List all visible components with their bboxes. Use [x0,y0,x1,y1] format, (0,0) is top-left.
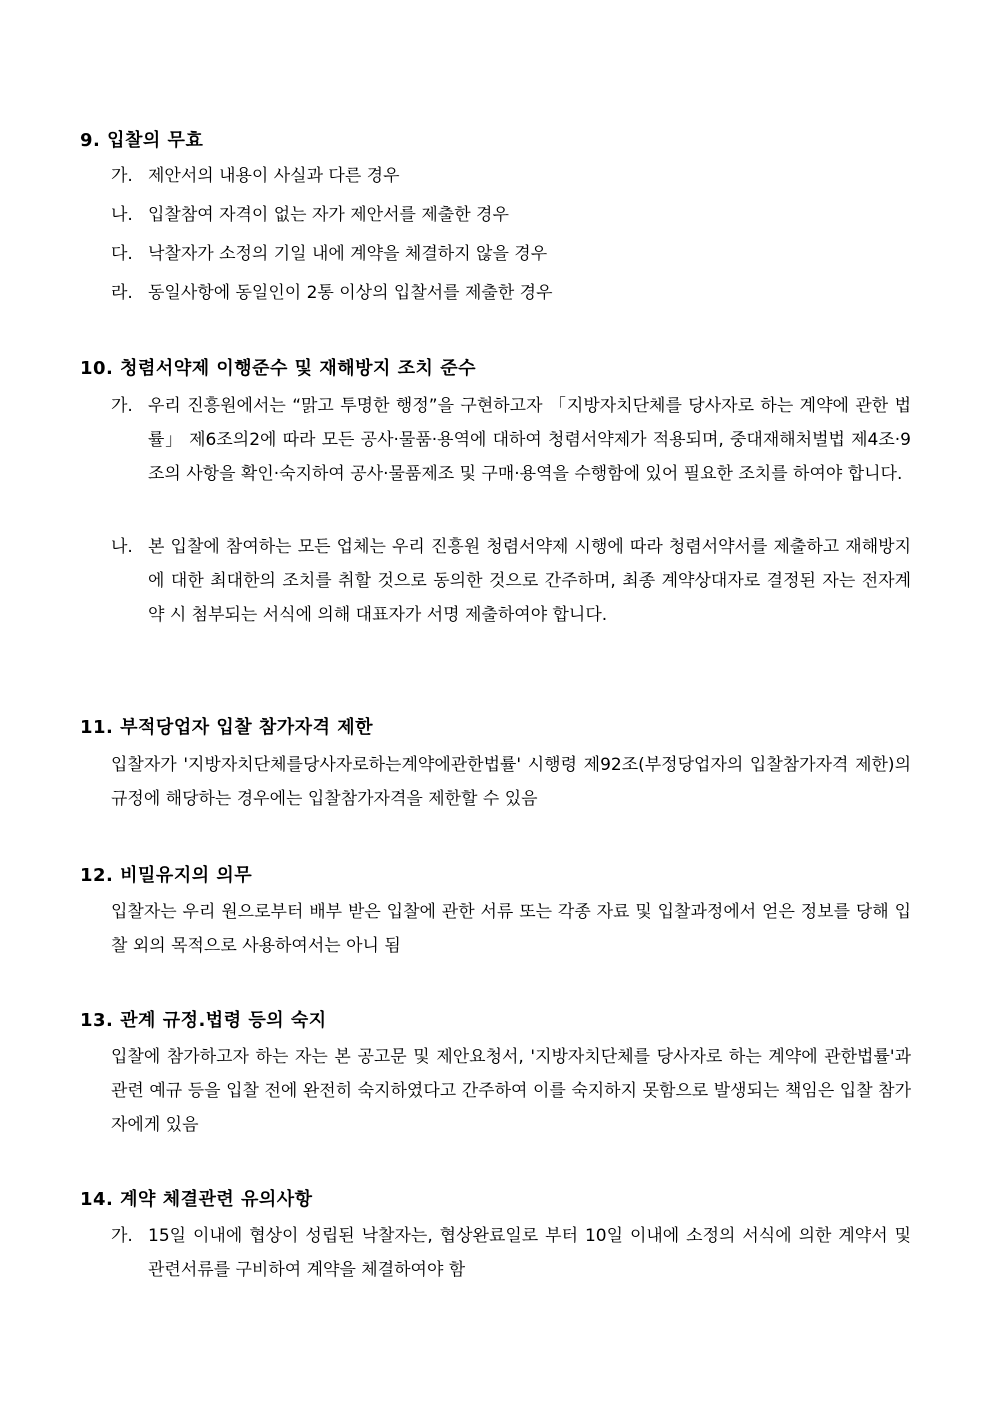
list-item [111,198,911,232]
list-item-text: 동일사항에 동일인이 2통 이상의 입찰서를 제출한 경우 [148,283,553,303]
list-item [111,276,911,310]
list-item [111,530,911,632]
list-item-text: 15일 이내에 협상이 성립된 낙찰자는, 협상완료일로 부터 10일 이내에 소정의 서식에 의한 계약서 및 관련서류를 구비하여 계약을 체결하여야 함 [148,1226,911,1280]
list-marker: 다. [111,244,133,264]
list-item [111,1219,911,1287]
list-marker: 가. [111,396,133,416]
section-heading: 13. 관계 규정.법령 등의 숙지 [80,1010,327,1031]
section-heading: 11. 부적당업자 입찰 참가자격 제한 [80,717,373,738]
section-body: 입찰자는 우리 원으로부터 배부 받은 입찰에 관한 서류 또는 각종 자료 및 입찰과정에서 얻은 정보를 당해 입찰 외의 목적으로 사용하여서는 아니 됨 [111,902,911,956]
list-item-text: 제안서의 내용이 사실과 다른 경우 [148,166,400,186]
list-marker: 나. [111,205,133,225]
list-marker: 가. [111,166,133,186]
section-heading: 9. 입찰의 무효 [80,130,204,151]
section-heading: 10. 청렴서약제 이행준수 및 재해방지 조치 준수 [80,358,476,379]
list-item-text: 본 입찰에 참여하는 모든 업체는 우리 진흥원 청렴서약제 시행에 따라 청렴서약서를 제출하고 재해방지에 대한 최대한의 조치를 취할 것으로 동의한 것으로 간주하며, 최종 계약상대자로 결정된 자는 전자계약 시 첨부되는 서식에 의해 대표자가 서명 제출하여야 합니다. [148,537,911,625]
list-item-text: 우리 진흥원에서는 “맑고 투명한 행정”을 구현하고자 「지방자치단체를 당사자로 하는 계약에 관한 법률」 제6조의2에 따라 모든 공사·물품·용역에 대하여 청렴서약제가 적용되며, 중대재해처벌법 제4조·9조의 사항을 확인·숙지하여 공사·물품제조 및 구매·용역을 수행함에 있어 필요한 조치를 하여야 합니다. [148,396,911,484]
section-heading: 12. 비밀유지의 의무 [80,865,253,886]
section-heading: 14. 계약 체결관련 유의사항 [80,1189,313,1210]
list-marker: 나. [111,537,133,557]
list-item-text: 입찰참여 자격이 없는 자가 제안서를 제출한 경우 [148,205,509,225]
list-marker: 라. [111,283,133,303]
list-item [111,159,911,193]
section-body: 입찰에 참가하고자 하는 자는 본 공고문 및 제안요청서, '지방자치단체를 당사자로 하는 계약에 관한법률'과 관련 예규 등을 입찰 전에 완전히 숙지하였다고 간주하여 이를 숙지하지 못함으로 발생되는 책임은 입찰 참가자에게 있음 [111,1047,911,1135]
list-item [111,389,911,491]
list-item-text: 낙찰자가 소정의 기일 내에 계약을 체결하지 않을 경우 [148,244,548,264]
section-body: 입찰자가 '지방자치단체를당사자로하는계약에관한법률' 시행령 제92조(부정당업자의 입찰참가자격 제한)의 규정에 해당하는 경우에는 입찰참가자격을 제한할 수 있음 [111,755,911,809]
list-marker: 가. [111,1226,133,1246]
list-item [111,237,911,271]
